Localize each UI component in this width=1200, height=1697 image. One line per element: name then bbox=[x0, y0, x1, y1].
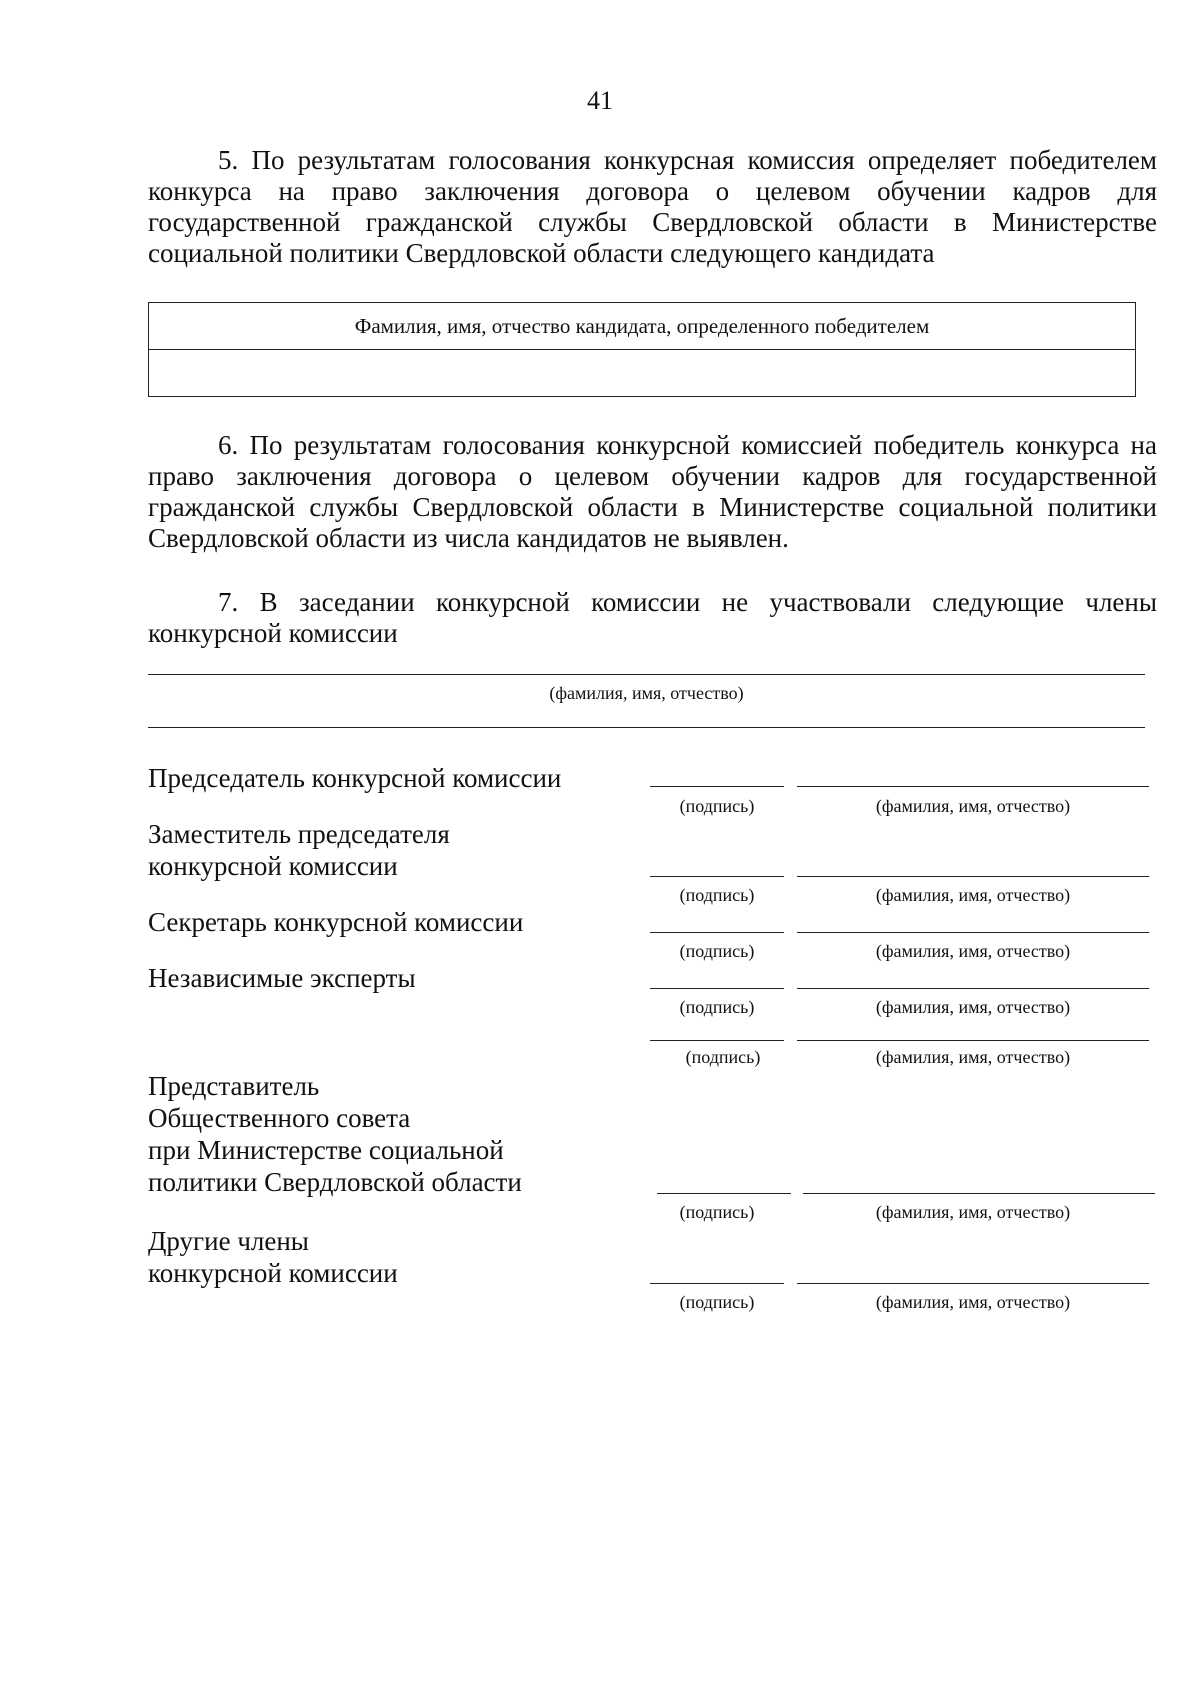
role-experts: Независимые эксперты bbox=[148, 963, 416, 993]
role-others-line2: конкурсной комиссии bbox=[148, 1258, 398, 1288]
chairman-fio-caption: (фамилия, имя, отчество) bbox=[875, 796, 1071, 816]
role-others-line1: Другие члены bbox=[148, 1226, 309, 1256]
absent-members-caption: (фамилия, имя, отчество) bbox=[549, 683, 744, 703]
role-public-council-line2: Общественного совета bbox=[148, 1103, 411, 1133]
expert2-fio-line[interactable] bbox=[797, 1040, 1149, 1041]
council-fio-line[interactable] bbox=[803, 1193, 1155, 1194]
absent-members-line-2[interactable] bbox=[148, 727, 1145, 728]
secretary-signature-caption: (подпись) bbox=[679, 941, 755, 961]
deputy-signature-line[interactable] bbox=[650, 876, 784, 877]
expert1-fio-line[interactable] bbox=[797, 988, 1149, 989]
role-secretary: Секретарь конкурсной комиссии bbox=[148, 907, 524, 937]
deputy-fio-line[interactable] bbox=[797, 876, 1149, 877]
others-fio-caption: (фамилия, имя, отчество) bbox=[875, 1292, 1071, 1312]
chairman-signature-line[interactable] bbox=[650, 786, 784, 787]
role-chairman: Председатель конкурсной комиссии bbox=[148, 763, 562, 793]
role-public-council-line4: политики Свердловской области bbox=[148, 1167, 522, 1197]
deputy-fio-caption: (фамилия, имя, отчество) bbox=[875, 885, 1071, 905]
absent-members-line[interactable] bbox=[148, 674, 1145, 675]
secretary-fio-line[interactable] bbox=[797, 932, 1149, 933]
section-7-text: 7. В заседании конкурсной комиссии не участвовали следующие члены конкурсной комиссии bbox=[148, 587, 1157, 648]
section-5-text: 5. По результатам голосования конкурсная комиссия определяет победителем конкурса на право заключения договора о целевом обучении кадров для государственной гражданской службы Свердловской области в Министерстве социальной политики Свердловской области следующего кандидата bbox=[148, 145, 1157, 268]
council-signature-caption: (подпись) bbox=[679, 1202, 755, 1222]
role-deputy-line1: Заместитель председателя bbox=[148, 819, 450, 849]
others-signature-caption: (подпись) bbox=[679, 1292, 755, 1312]
expert2-signature-line[interactable] bbox=[650, 1040, 784, 1041]
winner-name-cell[interactable] bbox=[149, 350, 1136, 397]
council-fio-caption: (фамилия, имя, отчество) bbox=[875, 1202, 1071, 1222]
expert1-fio-caption: (фамилия, имя, отчество) bbox=[875, 997, 1071, 1017]
expert1-signature-line[interactable] bbox=[650, 988, 784, 989]
others-signature-line[interactable] bbox=[650, 1283, 784, 1284]
winner-table bbox=[148, 302, 1136, 397]
page-number: 41 bbox=[587, 86, 613, 115]
role-public-council-line3: при Министерстве социальной bbox=[148, 1135, 504, 1165]
expert2-signature-caption: (подпись) bbox=[685, 1047, 761, 1067]
expert2-fio-caption: (фамилия, имя, отчество) bbox=[875, 1047, 1071, 1067]
council-signature-line[interactable] bbox=[657, 1193, 791, 1194]
section-6-text: 6. По результатам голосования конкурсной комиссией победитель конкурса на право заключения договора о целевом обучении кадров для государственной гражданской службы Свердловской области в Министерстве социальной политики Свердловской области из числа кандидатов не выявлен. bbox=[148, 430, 1157, 553]
chairman-fio-line[interactable] bbox=[797, 786, 1149, 787]
chairman-signature-caption: (подпись) bbox=[679, 796, 755, 816]
role-deputy-line2: конкурсной комиссии bbox=[148, 851, 398, 881]
winner-table-header: Фамилия, имя, отчество кандидата, определенного победителем bbox=[149, 303, 1136, 350]
secretary-fio-caption: (фамилия, имя, отчество) bbox=[875, 941, 1071, 961]
others-fio-line[interactable] bbox=[797, 1283, 1149, 1284]
expert1-signature-caption: (подпись) bbox=[679, 997, 755, 1017]
deputy-signature-caption: (подпись) bbox=[679, 885, 755, 905]
secretary-signature-line[interactable] bbox=[650, 932, 784, 933]
role-public-council-line1: Представитель bbox=[148, 1071, 320, 1101]
